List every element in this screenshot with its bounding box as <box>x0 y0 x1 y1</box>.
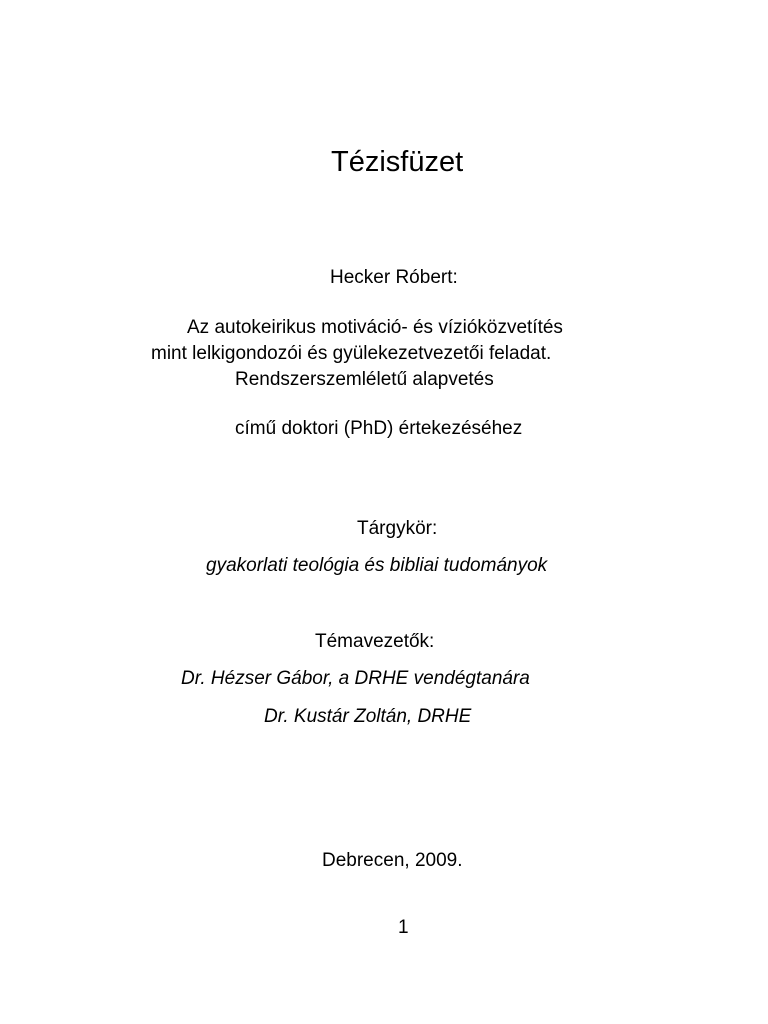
supervisor-1: Dr. Hézser Gábor, a DRHE vendégtanára <box>181 668 530 689</box>
thesis-title-line-1: Az autokeirikus motiváció- és vízióközvetítés <box>187 317 563 338</box>
thesis-title-line-2: mint lelkigondozói és gyülekezetvezetői feladat. <box>151 343 552 364</box>
subject-label: Tárgykör: <box>357 518 438 539</box>
page-number: 1 <box>398 917 409 938</box>
supervisor-2: Dr. Kustár Zoltán, DRHE <box>264 706 472 727</box>
document-title: Tézisfüzet <box>331 146 464 178</box>
thesis-title-line-3: Rendszerszemléletű alapvetés <box>235 369 494 390</box>
author-name: Hecker Róbert: <box>330 267 458 288</box>
supervisors-label: Témavezetők: <box>315 631 435 652</box>
subject-value: gyakorlati teológia és bibliai tudományok <box>206 555 548 576</box>
place-date: Debrecen, 2009. <box>322 850 463 871</box>
dissertation-subtitle: című doktori (PhD) értekezéséhez <box>235 418 523 439</box>
